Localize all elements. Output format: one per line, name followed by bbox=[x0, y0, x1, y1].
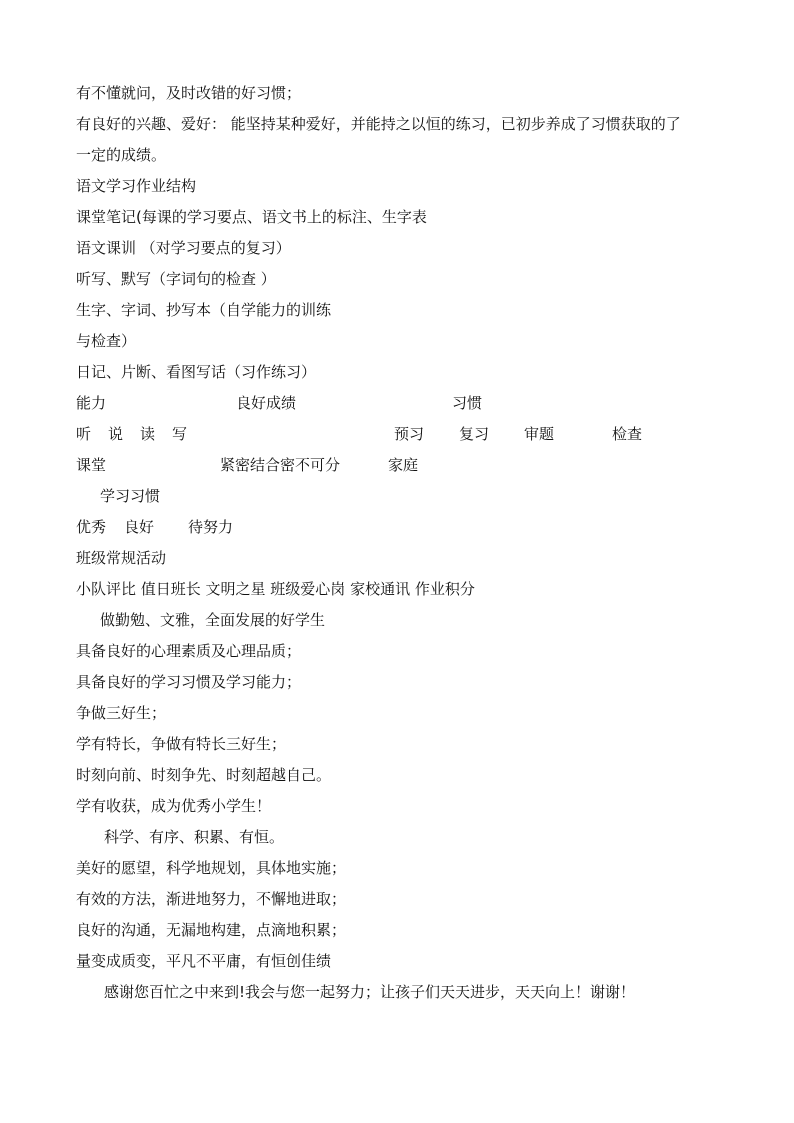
label-ability: 能力 bbox=[76, 394, 107, 412]
text-line-copybook-cont: 与检查） bbox=[76, 332, 137, 350]
label-family: 家庭 bbox=[388, 456, 419, 474]
text-line-harvest: 学有收获，成为优秀小学生！ bbox=[76, 797, 272, 815]
text-line-thanks: 感谢您百忙之中来到!我会与您一起努力；让孩子们天天进步，天天向上！谢谢！ bbox=[104, 983, 636, 1001]
label-study-habits: 学习习惯 bbox=[100, 487, 161, 505]
text-line-specialty: 学有特长，争做有特长三好生； bbox=[76, 735, 287, 753]
row-class-home bbox=[76, 455, 716, 475]
row-skills bbox=[76, 424, 716, 444]
text-line-diary: 日记、片断、看图写话（习作练习） bbox=[76, 363, 317, 381]
text-line-interests: 有良好的兴趣、爱好： 能坚持某种爱好，并能持之以恒的练习，已初步养成了习惯获取的了 bbox=[76, 115, 681, 133]
text-line-good-student: 做勤勉、文雅，全面发展的好学生 bbox=[100, 611, 326, 629]
text-line-communication: 良好的沟通，无漏地构建，点滴地积累； bbox=[76, 921, 347, 939]
label-write: 写 bbox=[172, 425, 188, 443]
text-line-quantity-quality: 量变成质变，平凡不平庸，有恒创佳绩 bbox=[76, 952, 332, 970]
label-classroom: 课堂 bbox=[76, 456, 107, 474]
section-heading-homework-structure: 语文学习作业结构 bbox=[76, 177, 197, 195]
label-excellent: 优秀 bbox=[76, 518, 107, 536]
text-line-chinese-training: 语文课训 （对学习要点的复习） bbox=[76, 239, 291, 257]
text-line-method: 有效的方法，渐进地努力，不懈地进取； bbox=[76, 890, 347, 908]
label-habit: 习惯 bbox=[452, 394, 483, 412]
label-listen: 听 bbox=[76, 425, 92, 443]
text-line-psychology: 具备良好的心理素质及心理品质； bbox=[76, 642, 302, 660]
label-good-results: 良好成绩 bbox=[236, 394, 297, 412]
label-needs-effort: 待努力 bbox=[188, 518, 234, 536]
label-good: 良好 bbox=[124, 518, 155, 536]
label-read: 读 bbox=[140, 425, 156, 443]
text-line-wish: 美好的愿望，科学地规划，具体地实施； bbox=[76, 859, 347, 877]
text-line-forward: 时刻向前、时刻争先、时刻超越自己。 bbox=[76, 766, 332, 784]
row-levels bbox=[76, 517, 716, 537]
label-speak: 说 bbox=[108, 425, 124, 443]
label-preview: 预习 bbox=[394, 425, 425, 443]
label-check: 检查 bbox=[612, 425, 643, 443]
text-line-activities-list: 小队评比 值日班长 文明之星 班级爱心岗 家校通讯 作业积分 bbox=[76, 580, 475, 598]
text-line-three-good: 争做三好生； bbox=[76, 704, 167, 722]
label-review: 复习 bbox=[459, 425, 490, 443]
row-ability bbox=[76, 393, 716, 413]
text-line-dictation: 听写、默写（字词句的检查 ） bbox=[76, 270, 276, 288]
text-line-learning-ability: 具备良好的学习习惯及学习能力； bbox=[76, 673, 302, 691]
label-closely-combined: 紧密结合密不可分 bbox=[220, 456, 341, 474]
text-line-class-notes: 课堂笔记(每课的学习要点、语文书上的标注、生字表 bbox=[76, 208, 427, 226]
text-line-results: 一定的成绩。 bbox=[76, 146, 167, 164]
text-line-science-order: 科学、有序、积累、有恒。 bbox=[104, 828, 285, 846]
text-line-copybook: 生字、字词、抄写本（自学能力的训练 bbox=[76, 301, 332, 319]
text-line-good-habit: 有不懂就问，及时改错的好习惯； bbox=[76, 84, 302, 102]
section-heading-class-activities: 班级常规活动 bbox=[76, 549, 167, 567]
label-examine: 审题 bbox=[524, 425, 555, 443]
